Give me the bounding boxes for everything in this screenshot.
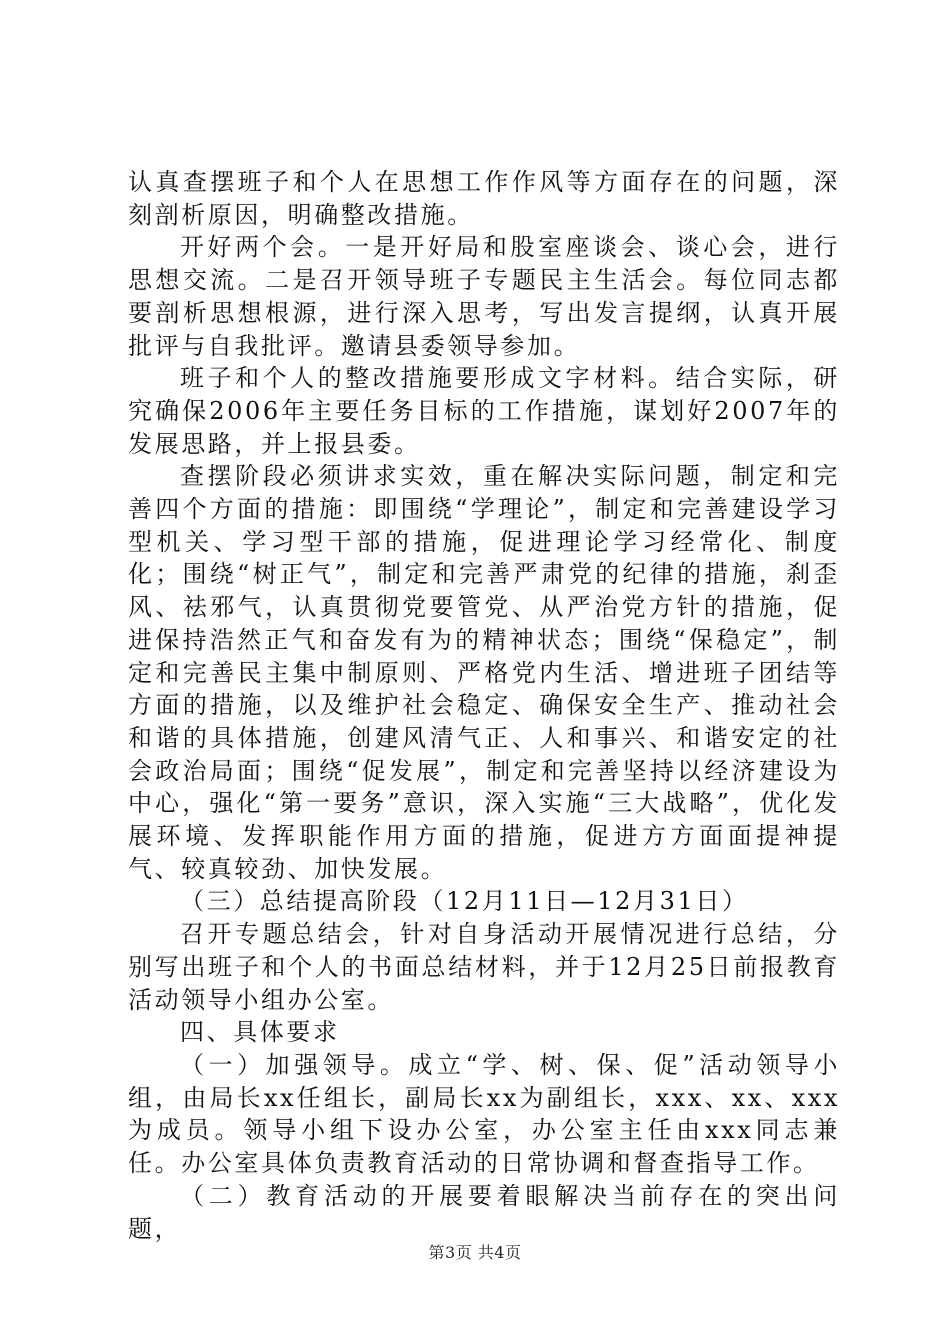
paragraph-4: 查摆阶段必须讲求实效，重在解决实际问题，制定和完善四个方面的措施：即围绕“学理论”，制定和完善建设学习型机关、学习型干部的措施，促进理论学习经常化、制度化；围绕“树正气”，制定和完善严肃党的纪律的措施，刹歪风、祛邪气，认真贯彻党要管党、从严治党方针的措施，促进保持浩然正气和奋发有为的精神状态；围绕“保稳定”，制定和完善民主集中制原则、严格党内生活、增进班子团结等方面的措施，以及维护社会稳定、确保安全生产、推动社会和谐的具体措施，创建风清气正、人和事兴、和谐安定的社会政治局面；围绕“促发展”，制定和完善坚持以经济建设为中心，强化“第一要务”意识，深入实施“三大战略”，优化发展环境、发挥职能作用方面的措施，促进方方面面提神提气、较真较劲、加快发展。 xyxy=(128,462,840,883)
paragraph-2: 开好两个会。一是开好局和股室座谈会、谈心会，进行思想交流。二是召开领导班子专题民主生活会。每位同志都要剖析思想根源，进行深入思考，写出发言提纲，认真开展批评与自我批评。邀请县委领导参加。 xyxy=(128,233,840,360)
section-heading-summary-stage: （三）总结提高阶段（12月11日—12月31日） xyxy=(180,887,749,916)
paragraph-6: 召开专题总结会，针对自身活动开展情况进行总结，分别写出班子和个人的书面总结材料，并于12月25日前报教育活动领导小组办公室。 xyxy=(128,920,840,1014)
page-footer: 第3页 共4页 xyxy=(428,1243,522,1262)
paragraph-9: （二）教育活动的开展要着眼解决当前存在的突出问题， xyxy=(128,1181,840,1243)
paragraph-1: 认真查摆班子和个人在思想工作作风等方面存在的问题，深刻剖析原因，明确整改措施。 xyxy=(128,168,840,229)
paragraph-3: 班子和个人的整改措施要形成文字材料。结合实际，研究确保2006年主要任务目标的工作措施，谋划好2007年的发展思路，并上报县委。 xyxy=(128,364,840,458)
section-heading-requirements: 四、具体要求 xyxy=(180,1018,340,1047)
document-body xyxy=(128,166,840,1245)
paragraph-8: （一）加强领导。成立“学、树、保、促”活动领导小组，由局长xx任组长，副局长xx为副组长，xxx、xx、xxx为成员。领导小组下设办公室，办公室主任由xxx同志兼任。办公室具体负责教育活动的日常协调和督查指导工作。 xyxy=(128,1050,840,1178)
